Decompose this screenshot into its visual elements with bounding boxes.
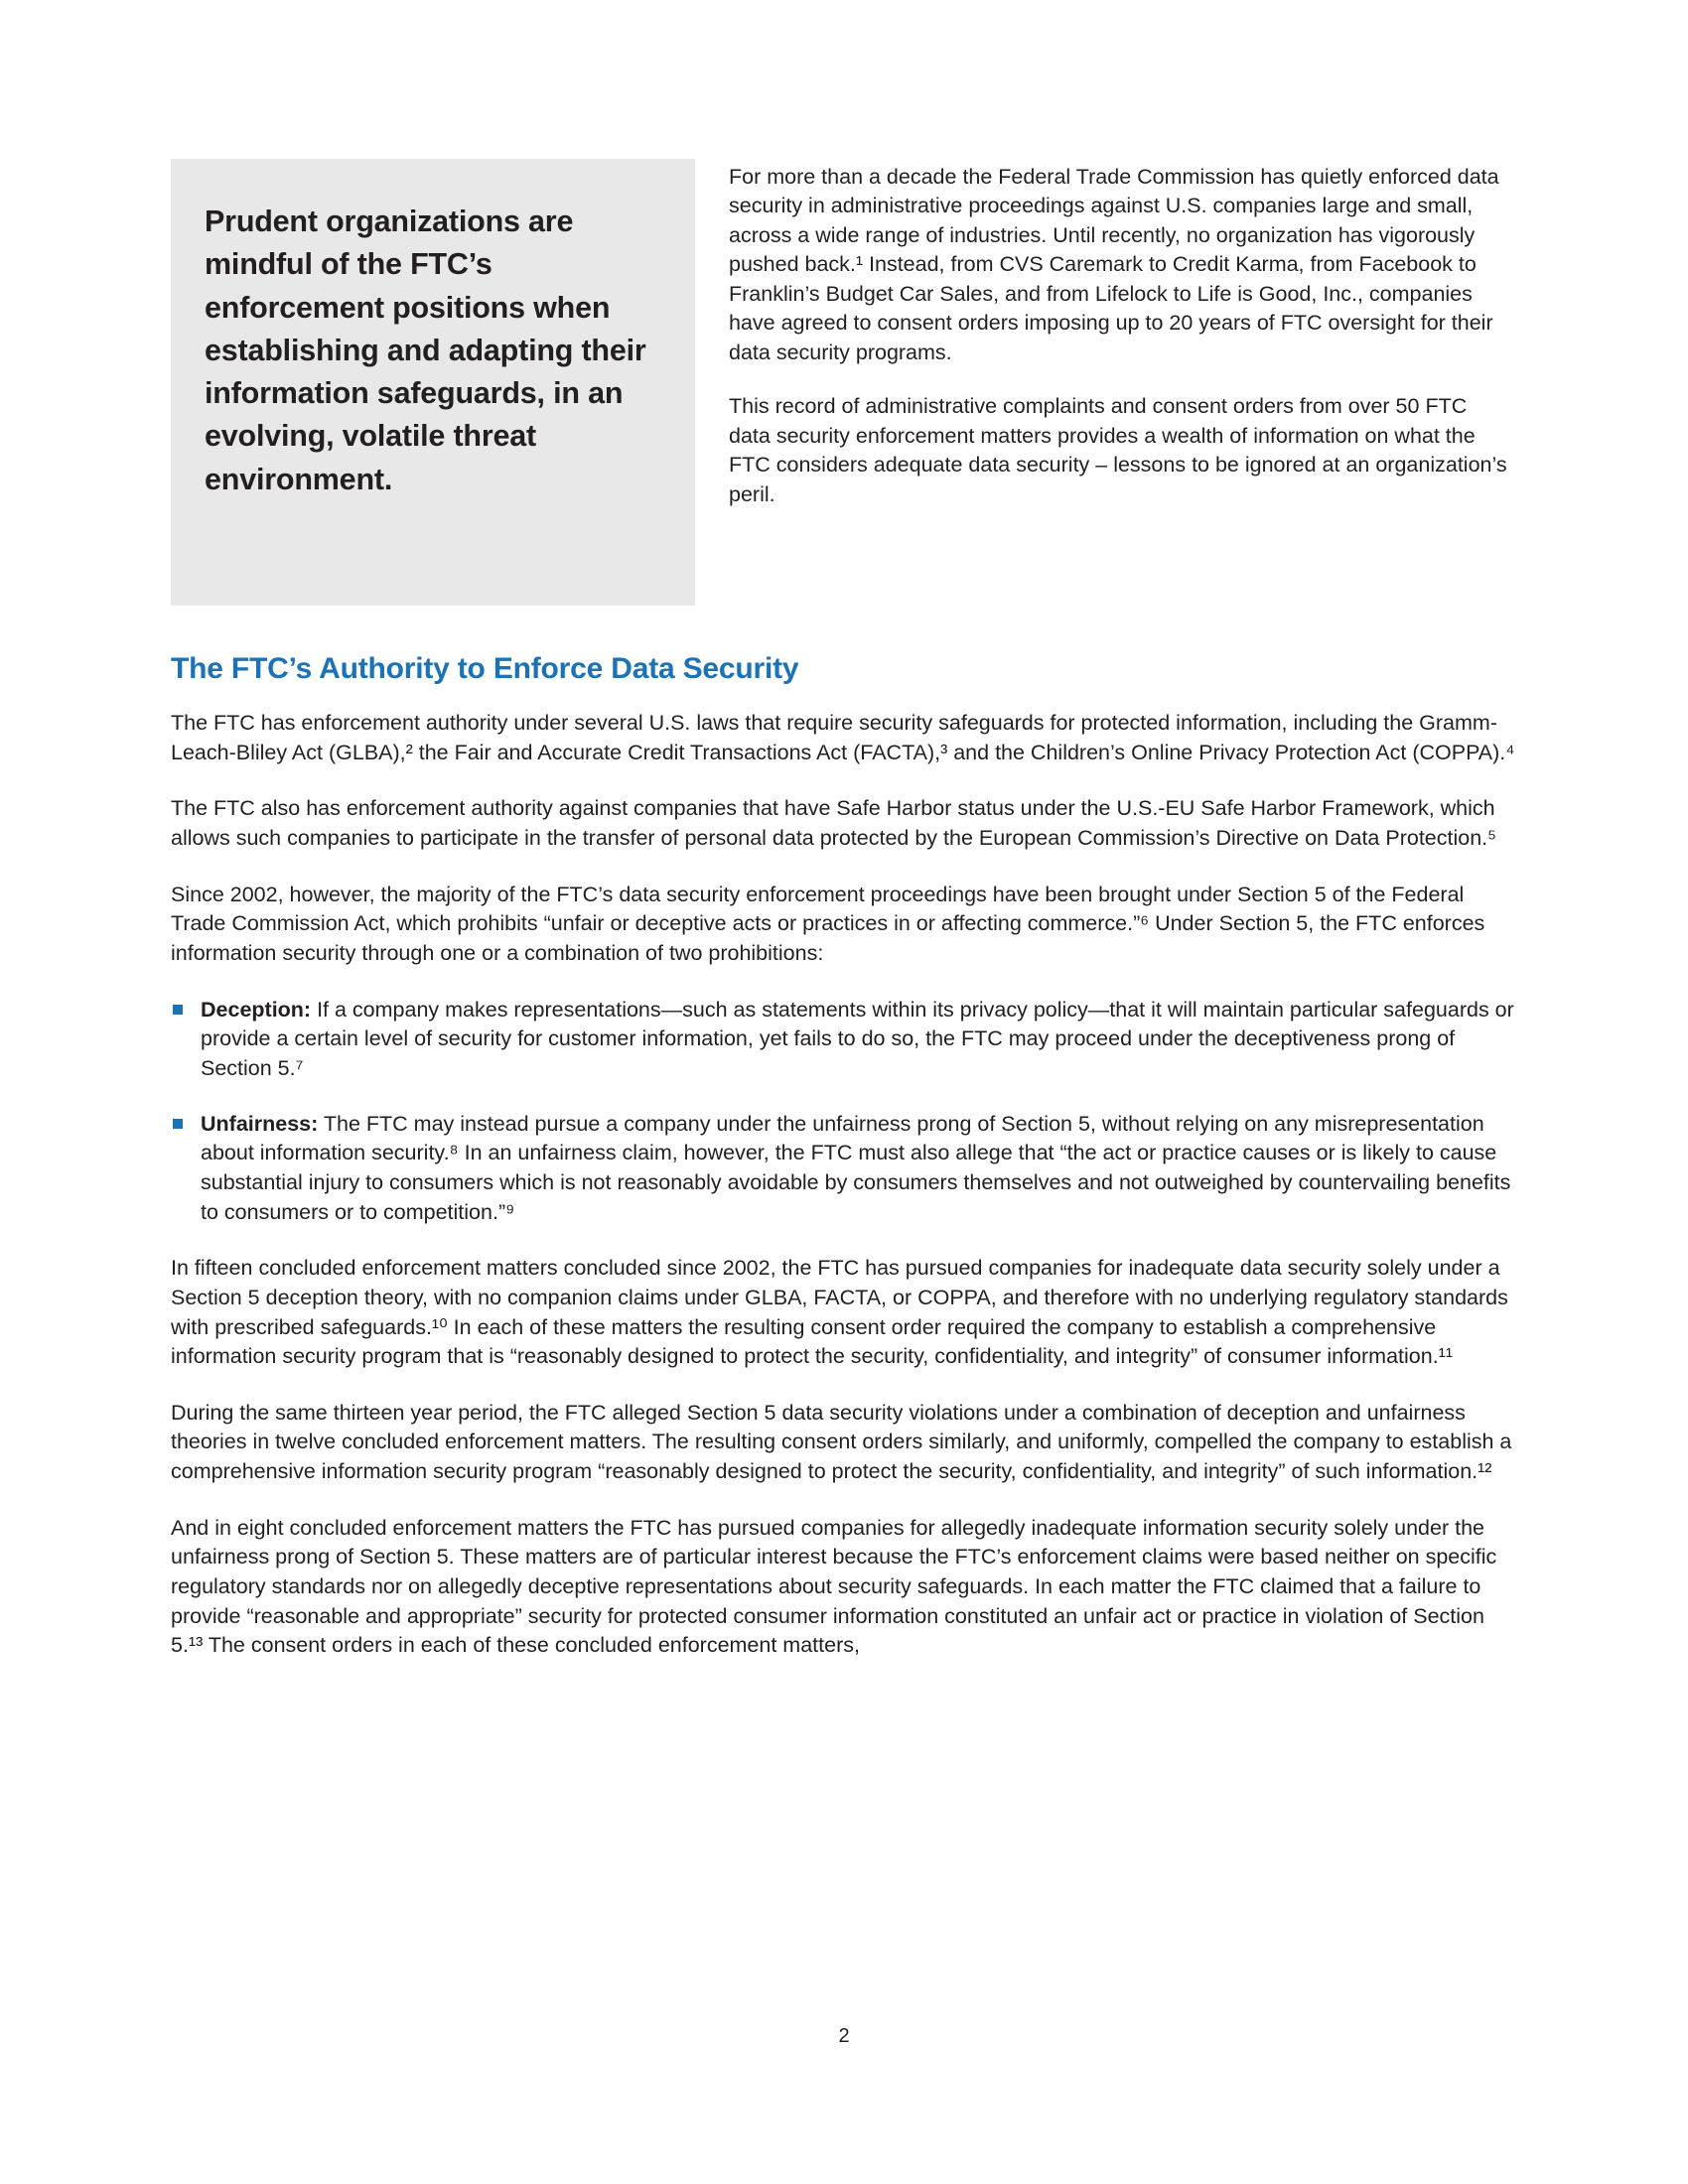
list-item-lead: Unfairness: [201, 1111, 319, 1136]
body-paragraph-3: Since 2002, however, the majority of the FTC’s data security enforcement proceedings have been brought under Section 5 of the Federal Trade Commission Act, which prohibits “unfair or deceptive acts or practices in or affecting commerce.”⁶ Under Section 5, the FTC enforces information security through one or a combination of two prohibitions: [171, 882, 1485, 965]
list-item [171, 1110, 1516, 1228]
list-item-lead: Deception: [201, 997, 312, 1022]
list-item-text: If a company makes representations—such as statements within its privacy policy—that it will maintain particular safeguards or provide a certain level of security for customer information, yet fails to do so, the FTC may proceed under the deceptiveness prong of Section 5.⁷ [201, 997, 1514, 1080]
body-paragraph-5: During the same thirteen year period, the FTC alleged Section 5 data security violations under a combination of deception and unfairness theories in twelve concluded enforcement matters. The resulting consent orders similarly, and uniformly, compelled the company to establish a comprehensive information security program “reasonably designed to protect the security, confidentiality, and integrity” of such information.¹² [171, 1400, 1512, 1484]
body-paragraph-1: The FTC has enforcement authority under several U.S. laws that require security safeguards for protected information, including the Gramm-Leach-Bliley Act (GLBA),² the Fair and Accurate Credit Transactions Act (FACTA),³ and the Children’s Online Privacy Protection Act (COPPA).⁴ [171, 711, 1515, 764]
page-number: 2 [838, 2025, 850, 2047]
page-content [171, 159, 1516, 1688]
prohibitions-list [171, 996, 1516, 1228]
top-section [171, 159, 1516, 606]
intro-column [729, 159, 1513, 509]
intro-paragraph-2: This record of administrative complaints and consent orders from over 50 FTC data security enforcement matters provides a wealth of information on what the FTC considers adequate data security – lessons to be ignored at an organization’s peril. [729, 394, 1507, 506]
list-item [171, 996, 1516, 1084]
pull-quote-text: Prudent organizations are mindful of the FTC’s enforcement positions when establishing and adapting their information safeguards, in an evolving, volatile threat environment. [205, 205, 646, 496]
bullet-square-icon [173, 1005, 183, 1015]
body-text [171, 709, 1516, 1661]
bullet-square-icon [173, 1119, 183, 1129]
body-paragraph-2: The FTC also has enforcement authority against companies that have Safe Harbor status under the U.S.-EU Safe Harbor Framework, which allows such companies to participate in the transfer of personal data protected by the European Commission’s Directive on Data Protection.⁵ [171, 796, 1497, 850]
intro-paragraph-1: For more than a decade the Federal Trade Commission has quietly enforced data security in administrative proceedings against U.S. companies large and small, across a wide range of industries. Until recently, no organization has vigorously pushed back.¹ Instead, from CVS Caremark to Credit Karma, from Facebook to Franklin’s Budget Car Sales, and from Lifelock to Life is Good, Inc., companies have agreed to consent orders imposing up to 20 years of FTC oversight for their data security programs. [729, 165, 1499, 364]
body-paragraph-4: In fifteen concluded enforcement matters concluded since 2002, the FTC has pursued companies for inadequate data security solely under a Section 5 deception theory, with no companion claims under GLBA, FACTA, or COPPA, and therefore with no underlying regulatory standards with prescribed safeguards.¹⁰ In each of these matters the resulting consent order required the company to establish a comprehensive information security program that is “reasonably designed to protect the security, confidentiality, and integrity” of consumer information.¹¹ [171, 1256, 1508, 1369]
page-title: The FTC’s Authority to Enforce Data Security [171, 652, 799, 685]
pull-quote-box [171, 159, 695, 606]
body-paragraph-6: And in eight concluded enforcement matters the FTC has pursued companies for allegedly inadequate information security solely under the unfairness prong of Section 5. These matters are of particular interest because the FTC’s enforcement claims were based neither on specific regulatory standards nor on allegedly deceptive representations about security safeguards. In each matter the FTC claimed that a failure to provide “reasonable and appropriate” security for protected consumer information constituted an unfair act or practice in violation of Section 5.¹³ The consent orders in each of these concluded enforcement matters, [171, 1515, 1497, 1658]
list-item-text: The FTC may instead pursue a company under the unfairness prong of Section 5, without relying on any misrepresentation about information security.⁸ In an unfairness claim, however, the FTC must also allege that “the act or practice causes or is likely to cause substantial injury to consumers which is not reasonably avoidable by consumers themselves and not outweighed by countervailing benefits to consumers or to competition.”⁹ [201, 1111, 1511, 1224]
